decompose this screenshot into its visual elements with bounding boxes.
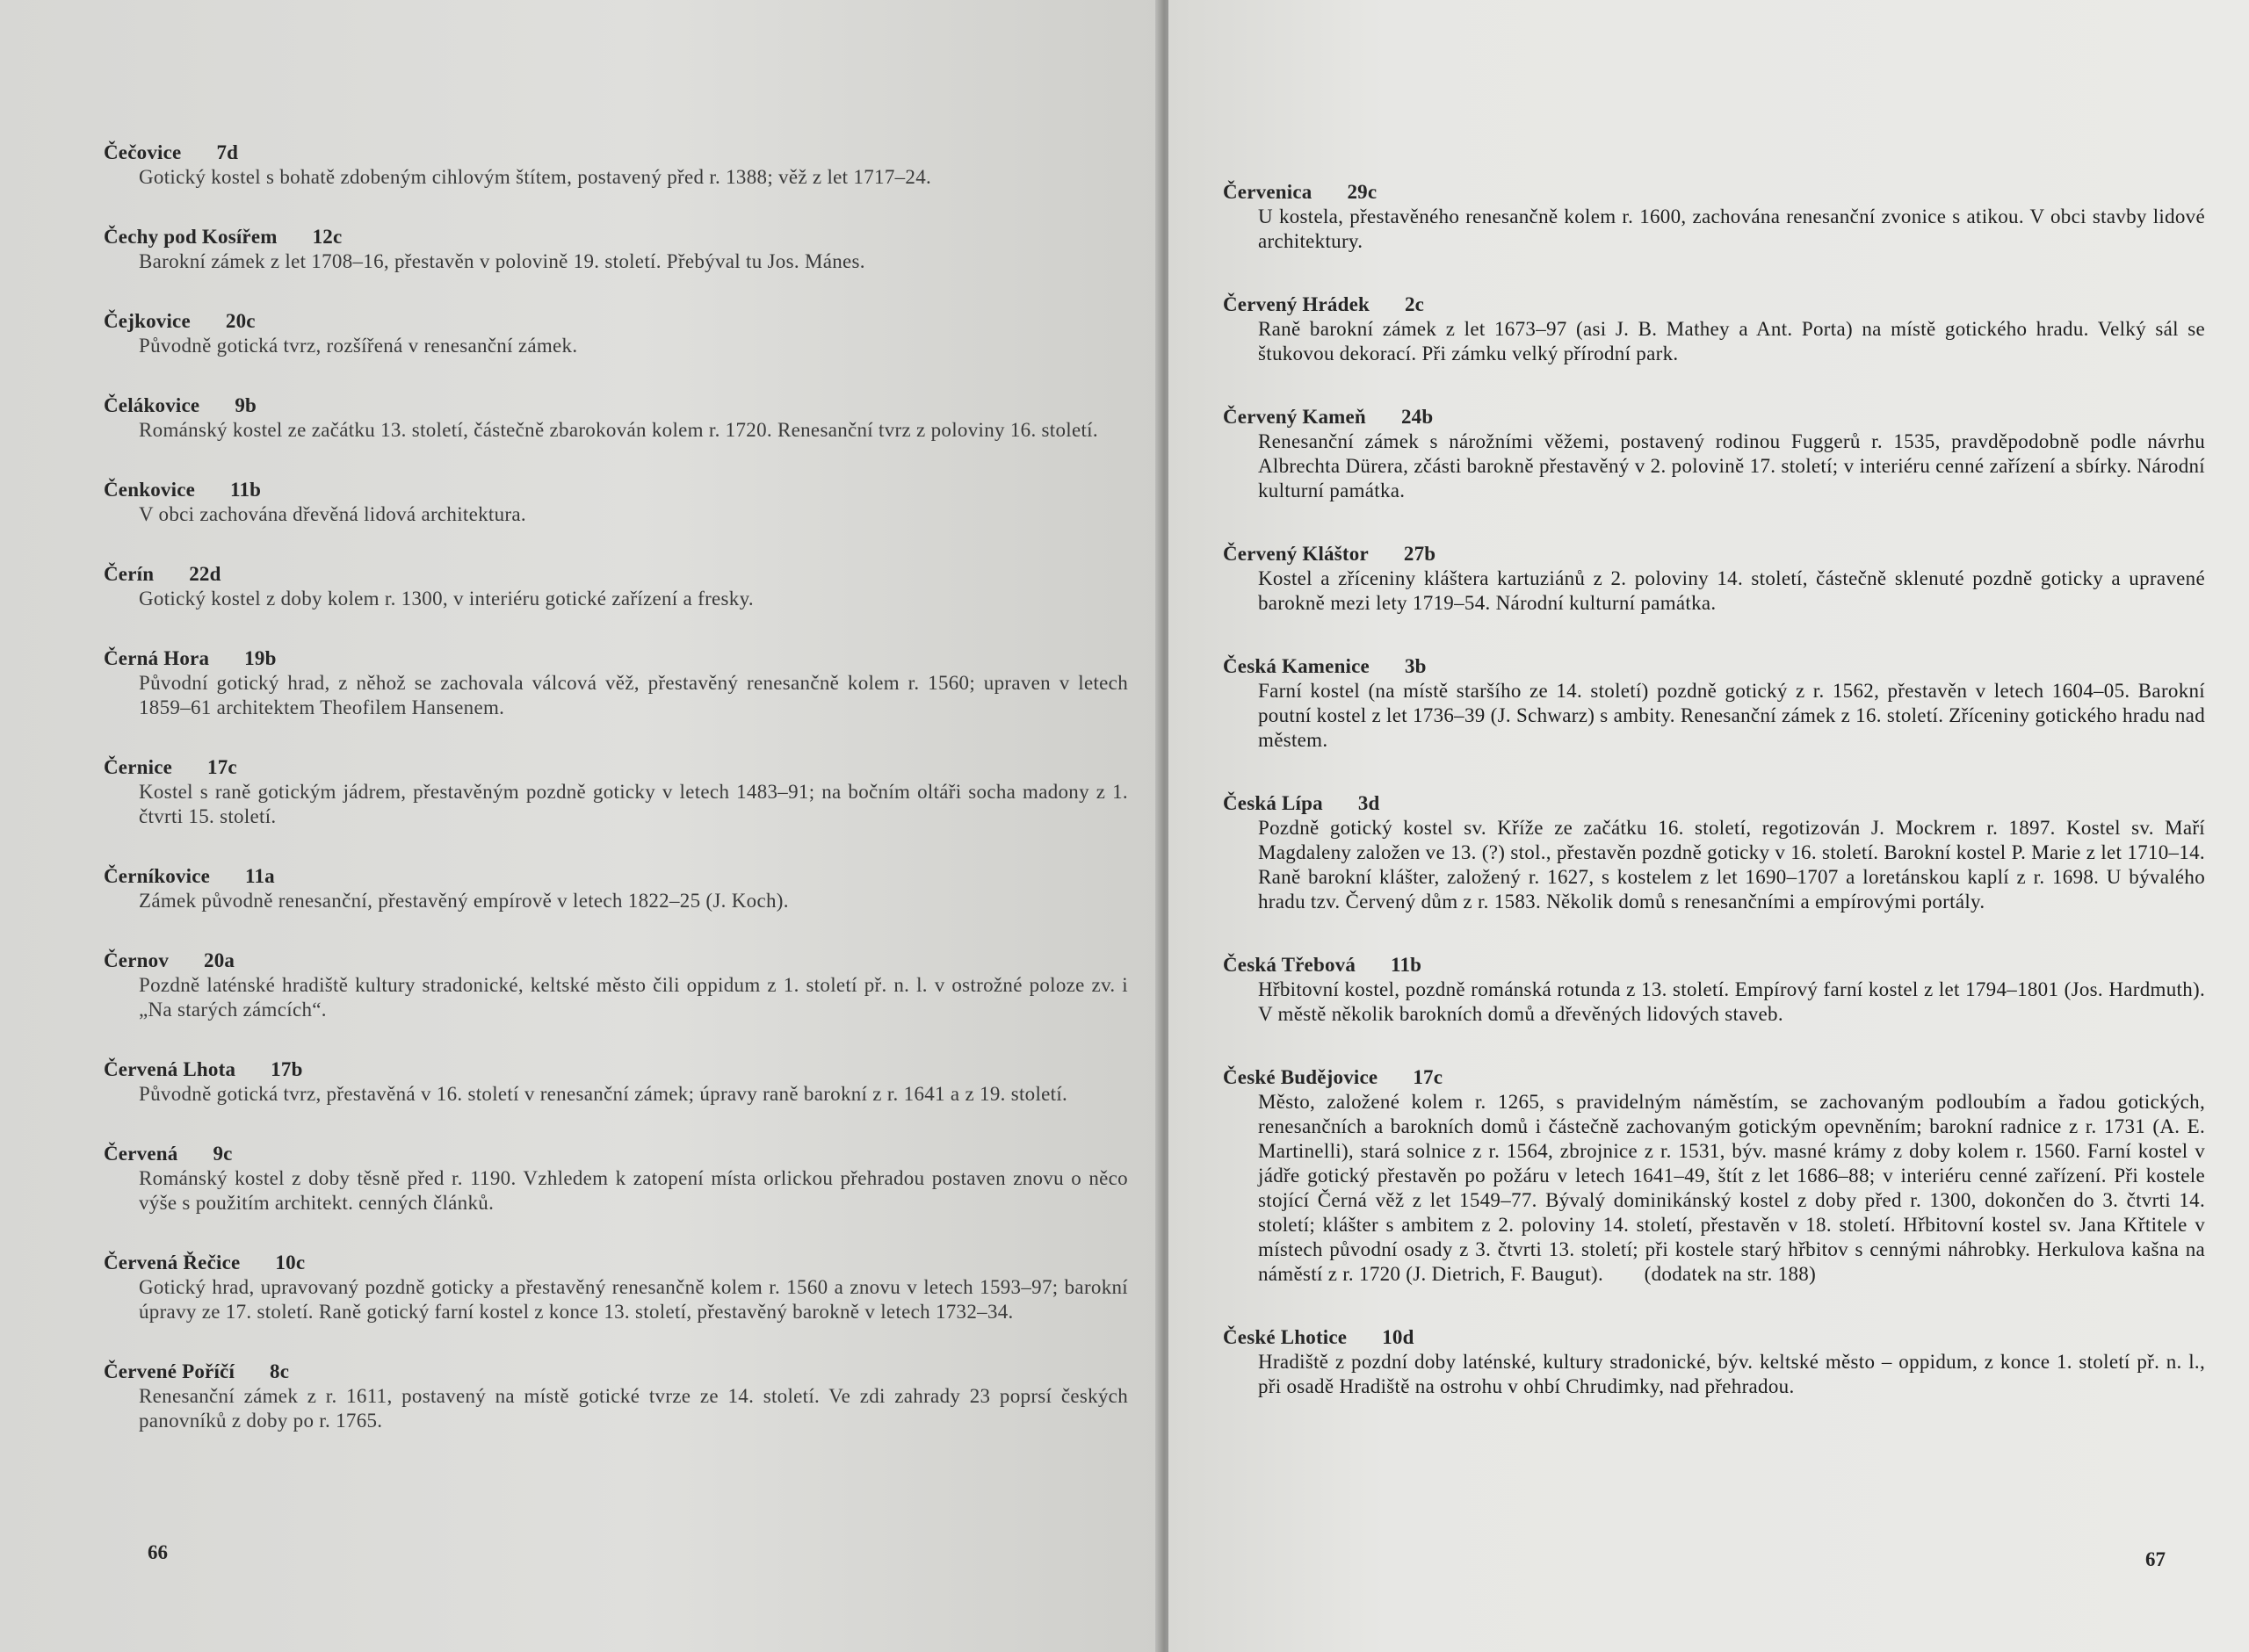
place-name: Čečovice [104,141,182,163]
place-name: Černov [104,949,170,971]
map-code: 19b [244,647,277,669]
entry-text: Původně gotická tvrz, rozšířená v renesanční zámek. [139,335,578,357]
entry-text: Gotický kostel z doby kolem r. 1300, v interiéru gotické zařízení a fresky. [139,588,754,610]
map-code: 24b [1400,406,1434,428]
entry-list [104,141,1128,1433]
place-name: Čejkovice [104,310,191,332]
place-name: Červený Kláštor [1223,543,1369,565]
map-code: 22d [189,563,221,585]
entry-text: Zámek původně renesanční, přestavěný empírově v letech 1822–25 (J. Koch). [139,890,789,912]
entry-description [1223,1090,2205,1287]
place-name: Černíkovice [104,865,211,887]
place-name: Červený Kameň [1223,406,1366,428]
entry-text: Barokní zámek z let 1708–16, přestavěn v polovině 19. století. Přebýval tu Jos. Mánes. [139,250,865,272]
entry-text: Původní gotický hrad, z něhož se zachovala válcová věž, přestavěný renesančně kolem r. 1560; upraven v letech 1859–61 architektem Theofilem Hansenem. [139,672,1128,718]
entry-description [104,587,1128,611]
entry-heading [104,225,1128,249]
map-code: 17c [207,756,237,778]
entry-text: Kostel a zříceniny kláštera kartuziánů z 2. poloviny 14. století, částečně sklenuté pozdně goticky a upravené barokně mezi lety 1719–54. Národní kulturní památka. [1258,567,2205,614]
page-number: 66 [148,1541,168,1563]
entry-text: Románský kostel z doby těsně před r. 1190. Vzhledem k zatopení místa orlickou přehradou postaven znovu o něco výše s použitím architekt. cenných článků. [139,1167,1128,1214]
entry-heading [1223,654,2205,679]
entry-heading [104,646,1128,671]
map-code: 7d [216,141,239,163]
place-name: Česká Třebová [1223,954,1356,976]
list-item [1223,180,2205,254]
entry-heading [104,864,1128,889]
place-name: Česká Kamenice [1223,655,1370,677]
entry-description [1223,977,2205,1027]
list-item [104,225,1128,274]
entry-description [1223,816,2205,914]
entry-heading [104,141,1128,165]
list-item [1223,953,2205,1027]
entry-description [1223,205,2205,254]
list-item [104,1142,1128,1216]
entry-text: Pozdně laténské hradiště kultury stradonické, keltské město čili oppidum z 1. století př. n. l. v ostrožné poloze zv. i „Na starých zámcích“. [139,974,1128,1021]
entry-text: Gotický hrad, upravovaný pozdně goticky a přestavěný renesančně kolem r. 1560 a znovu v letech 1593–97; barokní úpravy ze 17. století. Raně gotický farní kostel z konce 13. století, přestavěný barokně v letech 1732–34. [139,1276,1128,1323]
entry-description [1223,679,2205,753]
map-code: 3d [1357,792,1380,814]
list-item [104,755,1128,829]
map-code: 11b [230,479,262,501]
entry-text: Kostel s raně gotickým jádrem, přestavěným pozdně goticky v letech 1483–91; na bočním oltáři socha madony z 1. čtvrti 15. století. [139,781,1128,827]
entry-description [104,671,1128,720]
entry-heading [1223,292,2205,317]
list-item [104,141,1128,190]
map-code: 10d [1382,1326,1414,1348]
list-item [104,646,1128,720]
entry-description [104,418,1128,443]
list-item [104,1251,1128,1324]
place-name: Červenica [1223,181,1313,203]
map-code: 10c [275,1252,306,1273]
place-name: Červená Lhota [104,1058,236,1080]
map-code: 27b [1403,543,1436,565]
list-item [104,478,1128,527]
entry-description [104,889,1128,913]
entry-list [1223,180,2205,1399]
entry-heading [104,562,1128,587]
entry-text: U kostela, přestavěného renesančně kolem r. 1600, zachována renesanční zvonice s atikou. V obci stavby lidové architektury. [1258,206,2205,252]
map-code: 8c [270,1360,290,1382]
entry-heading [104,478,1128,502]
entry-text: Farní kostel (na místě staršího ze 14. století) pozdně gotický z r. 1562, přestavěn v letech 1604–05. Barokní poutní kostel z let 1736–39 (J. Schwarz) s ambity. Renesanční zámek z 16. století. Zříceniny gotického hradu nad městem. [1258,680,2205,751]
list-item [104,309,1128,358]
list-item [1223,405,2205,503]
right-page [1168,0,2249,1652]
entry-text: Původně gotická tvrz, přestavěná v 16. století v renesanční zámek; úpravy raně barokní z r. 1641 a z 19. století. [139,1083,1068,1105]
place-name: Červený Hrádek [1223,293,1370,315]
place-name: Černice [104,756,173,778]
entry-heading [104,1360,1128,1384]
map-code: 9b [235,394,257,416]
entry-description [1223,429,2205,503]
entry-description [104,165,1128,190]
entry-heading [104,393,1128,418]
list-item [1223,791,2205,914]
entry-text: Město, založené kolem r. 1265, s pravidelným náměstím, se zachovaným podloubím a řadou gotických, renesančních a barokních domů i částečně zachovaným gotickým opevněním; barokní radnice z r. 1731 (A. E. Martinelli), stará solnice z r. 1564, zbrojnice z r. 1531, býv. masné krámy z doby kolem r. 1560. Farní kostel v jádře gotický přestavěn po požáru v letech 1641–49, štít z let 1686–88; v interiéru cenné zařízení. Při kostele stojící Černá věž z let 1549–77. Bývalý dominikánský kostel z doby před r. 1300, dokončen do 3. čtvrti 14. století; klášter s ambitem z 2. poloviny 14. století, přestavěn v 18. století. Hřbitovní kostel sv. Jana Křtitele v místech původní osady z 3. čtvrti 13. století; při kostele starý hřbitov s cennými náhrobky. Herkulova kašna na náměstí z r. 1720 (J. Dietrich, F. Baugut). [1258,1091,2205,1285]
entry-description [104,973,1128,1022]
place-name: Čelákovice [104,394,200,416]
entry-heading [1223,1325,2205,1350]
place-name: Červená Řečice [104,1252,241,1273]
map-code: 20c [225,310,256,332]
entry-text: V obci zachována dřevěná lidová architektura. [139,503,526,525]
entry-heading [104,309,1128,334]
entry-text: Pozdně gotický kostel sv. Kříže ze začátku 16. století, regotizován J. Mockrem r. 1897. Kostel sv. Maří Magdaleny založen ve 13. (?) stol., přestavěn pozdně goticky v 16. století. Barokní kostel P. Marie z let 1710–14. Raně barokní klášter, založený r. 1627, s kostelem z let 1690–1707 a loretánskou kaplí z r. 1698. U bývalého hradu tzv. Červený dům z r. 1583. Několik domů s renesančními a empírovými portály. [1258,817,2205,913]
place-name: České Budějovice [1223,1066,1378,1088]
entry-description [104,1275,1128,1324]
entry-heading [1223,405,2205,429]
map-code: 20a [204,949,235,971]
list-item [1223,654,2205,753]
map-code: 3b [1404,655,1427,677]
list-item [104,1057,1128,1107]
place-name: Červené Poříčí [104,1360,235,1382]
place-name: České Lhotice [1223,1326,1348,1348]
list-item [1223,1065,2205,1287]
entry-note: (dodatek na str. 188) [1644,1263,1817,1285]
list-item [104,949,1128,1022]
list-item [104,1360,1128,1433]
entry-description [104,502,1128,527]
entry-description [1223,566,2205,616]
entry-text: Renesanční zámek z r. 1611, postavený na místě gotické tvrze ze 14. století. Ve zdi zahrady 23 poprsí českých panovníků z doby po r. 1765. [139,1385,1128,1432]
map-code: 17c [1413,1066,1443,1088]
place-name: Čechy pod Kosířem [104,226,278,248]
list-item [1223,1325,2205,1399]
map-code: 12c [312,226,343,248]
entry-text: Románský kostel ze začátku 13. století, částečně zbarokován kolem r. 1720. Renesanční tvrz z poloviny 16. století. [139,419,1098,441]
list-item [1223,292,2205,366]
entry-text: Hradiště z pozdní doby laténské, kultury stradonické, býv. keltské město – oppidum, z konce 1. století př. n. l., při osadě Hradiště na ostrohu v ohbí Chrudimky, nad přehradou. [1258,1351,2205,1397]
entry-text: Renesanční zámek s nárožními věžemi, postavený rodinou Fuggerů r. 1535, pravděpodobně podle návrhu Albrechta Dürera, zčásti barokně přestavěný v 2. polovině 17. století; v interiéru cenné zařízení a sbírky. Národní kulturní památka. [1258,430,2205,501]
entry-description [1223,317,2205,366]
map-code: 29c [1347,181,1378,203]
entry-heading [104,1057,1128,1082]
entry-description [104,334,1128,358]
list-item [104,864,1128,913]
place-name: Čerín [104,563,155,585]
list-item [1223,542,2205,616]
map-code: 11a [245,865,275,887]
entry-heading [1223,1065,2205,1090]
entry-heading [1223,542,2205,566]
entry-description [104,780,1128,829]
place-name: Černá Hora [104,647,210,669]
list-item [104,562,1128,611]
page-number: 67 [2145,1548,2166,1570]
entry-description [104,1384,1128,1433]
entry-heading [1223,953,2205,977]
entry-heading [1223,180,2205,205]
map-code: 9c [213,1143,233,1165]
entry-text: Gotický kostel s bohatě zdobeným cihlovým štítem, postavený před r. 1388; věž z let 1717–24. [139,166,932,188]
entry-description [104,1082,1128,1107]
entry-description [104,1166,1128,1216]
entry-description [1223,1350,2205,1399]
entry-heading [1223,791,2205,816]
entry-description [104,249,1128,274]
map-code: 11b [1391,954,1422,976]
map-code: 17b [271,1058,303,1080]
entry-heading [104,755,1128,780]
place-name: Čenkovice [104,479,196,501]
place-name: Červená [104,1143,178,1165]
entry-text: Hřbitovní kostel, pozdně románská rotunda z 13. století. Empírový farní kostel z let 1794–1801 (Jos. Hardmuth). V městě několik barokních domů a dřevěných lidových staveb. [1258,978,2205,1025]
entry-heading [104,1251,1128,1275]
entry-heading [104,949,1128,973]
entry-heading [104,1142,1128,1166]
list-item [104,393,1128,443]
place-name: Česká Lípa [1223,792,1323,814]
map-code: 2c [1404,293,1425,315]
entry-text: Raně barokní zámek z let 1673–97 (asi J. B. Mathey a Ant. Porta) na místě gotického hradu. Velký sál se štukovou dekorací. Při zámku velký přírodní park. [1258,318,2205,364]
